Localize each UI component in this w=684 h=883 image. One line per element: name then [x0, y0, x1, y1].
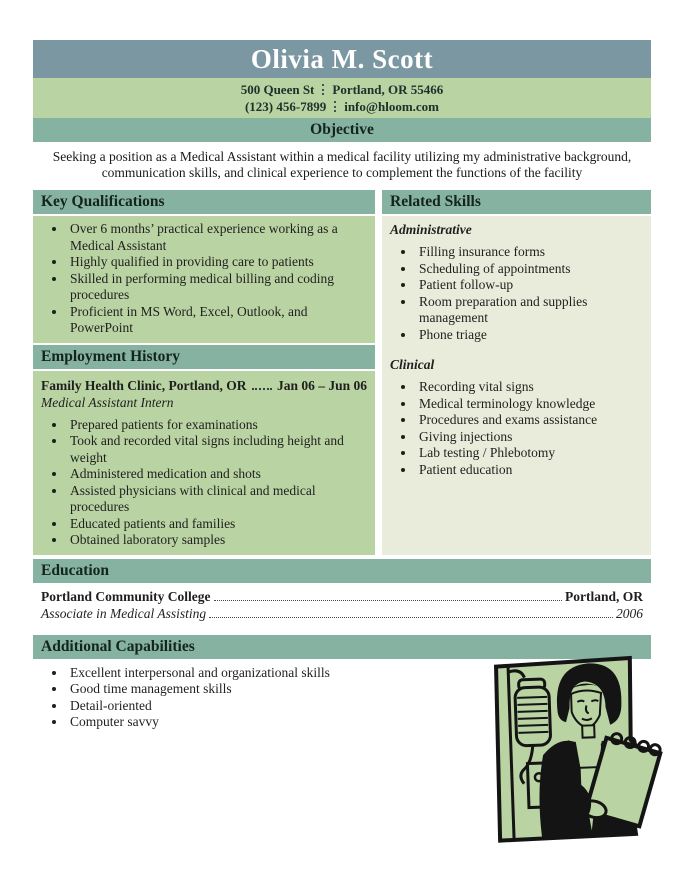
- education-degree-line: [41, 605, 643, 622]
- list-item: • Recording vital signs: [416, 379, 643, 396]
- list-item: • Computer savvy: [67, 714, 643, 731]
- graduation-year: 2006: [616, 605, 643, 621]
- dotted-separator-icon: [322, 84, 324, 95]
- clinical-skills-list: [390, 379, 643, 478]
- contact-banner: [33, 78, 651, 118]
- additional-capabilities-heading: Additional Capabilities: [41, 637, 195, 655]
- employment-history-header: [33, 345, 375, 369]
- street-address: 500 Queen St: [240, 82, 315, 97]
- duties-list: [41, 417, 367, 549]
- list-item: • Administered medication and shots: [67, 466, 367, 483]
- degree-name: Associate in Medical Assisting: [41, 605, 207, 621]
- city-state-zip: Portland, OR 55466: [332, 82, 444, 97]
- nurse-illustration-svg: [483, 650, 663, 850]
- employment-history-heading: Employment History: [41, 347, 181, 365]
- list-item: • Assisted physicians with clinical and medical procedures: [67, 483, 367, 516]
- list-item: • Filling insurance forms: [416, 244, 643, 261]
- administrative-label: Administrative: [390, 222, 472, 237]
- school-location: Portland, OR: [564, 588, 643, 604]
- related-skills-heading: Related Skills: [390, 193, 481, 210]
- education-header: [33, 559, 651, 583]
- employment-history-panel: [33, 371, 375, 555]
- right-column: [382, 190, 651, 555]
- list-item: • Room preparation and supplies management: [416, 294, 643, 327]
- key-qualifications-heading: Key Qualifications: [41, 193, 165, 210]
- employer-line: [41, 378, 367, 394]
- list-item: • Good time management skills: [67, 681, 643, 698]
- name-banner: [33, 40, 651, 78]
- list-item: • Detail-oriented: [67, 698, 643, 715]
- column-gutter: [375, 190, 382, 555]
- administrative-skills-list: [390, 244, 643, 343]
- address-line: [241, 81, 444, 98]
- list-item: • Highly qualified in providing care to patients: [67, 254, 367, 271]
- list-item: • Lab testing / Phlebotomy: [416, 445, 643, 462]
- phone-email-line: [245, 98, 439, 115]
- list-item: • Obtained laboratory samples: [67, 532, 367, 549]
- list-item: • Skilled in performing medical billing and coding procedures: [67, 271, 367, 304]
- dot-leader: [252, 388, 272, 390]
- list-item: • Patient follow-up: [416, 277, 643, 294]
- objective-text: Seeking a position as a Medical Assistant within a medical facility utilizing my administrative background, communication skills, and clinical experience to complement the functions of the facility: [52, 149, 632, 180]
- employer-name: Family Health Clinic, Portland, OR: [41, 377, 247, 393]
- list-item: • Prepared patients for examinations: [67, 417, 367, 434]
- left-column: [33, 190, 375, 555]
- person-name: Olivia M. Scott: [250, 43, 434, 74]
- list-item: • Proficient in MS Word, Excel, Outlook, and PowerPoint: [67, 304, 367, 337]
- related-skills-panel: [382, 216, 651, 555]
- list-item: • Excellent interpersonal and organizational skills: [67, 665, 643, 682]
- key-qualifications-header: [33, 190, 375, 214]
- list-item: • Educated patients and families: [67, 516, 367, 533]
- email-address: info@hloom.com: [344, 99, 440, 114]
- two-column-section: [33, 190, 651, 555]
- objective-header: [33, 118, 651, 142]
- school-name: Portland Community College: [41, 588, 211, 604]
- objective-heading: Objective: [310, 121, 374, 138]
- phone-number: (123) 456-7899: [244, 99, 327, 114]
- list-item: • Giving injections: [416, 429, 643, 446]
- list-item: • Medical terminology knowledge: [416, 396, 643, 413]
- list-item: • Took and recorded vital signs including height and weight: [67, 433, 367, 466]
- dot-leader: [209, 617, 613, 618]
- job-title: Medical Assistant Intern: [41, 394, 174, 410]
- education-heading: Education: [41, 561, 110, 579]
- dot-leader: [214, 600, 562, 601]
- education-school-line: [41, 588, 643, 605]
- key-qualifications-list: [41, 221, 367, 337]
- key-qualifications-panel: [33, 216, 375, 343]
- list-item: • Phone triage: [416, 327, 643, 344]
- education-panel: [33, 583, 651, 630]
- list-item: • Scheduling of appointments: [416, 261, 643, 278]
- employment-dates: Jan 06 – Jun 06: [276, 377, 367, 393]
- list-item: • Patient education: [416, 462, 643, 479]
- nurse-woodcut-illustration: [483, 650, 663, 850]
- list-item: • Procedures and exams assistance: [416, 412, 643, 429]
- related-skills-header: [382, 190, 651, 214]
- clinical-label: Clinical: [390, 357, 435, 372]
- list-item: • Over 6 months’ practical experience working as a Medical Assistant: [67, 221, 367, 254]
- dotted-separator-icon: [334, 101, 336, 112]
- resume-content: [33, 40, 651, 735]
